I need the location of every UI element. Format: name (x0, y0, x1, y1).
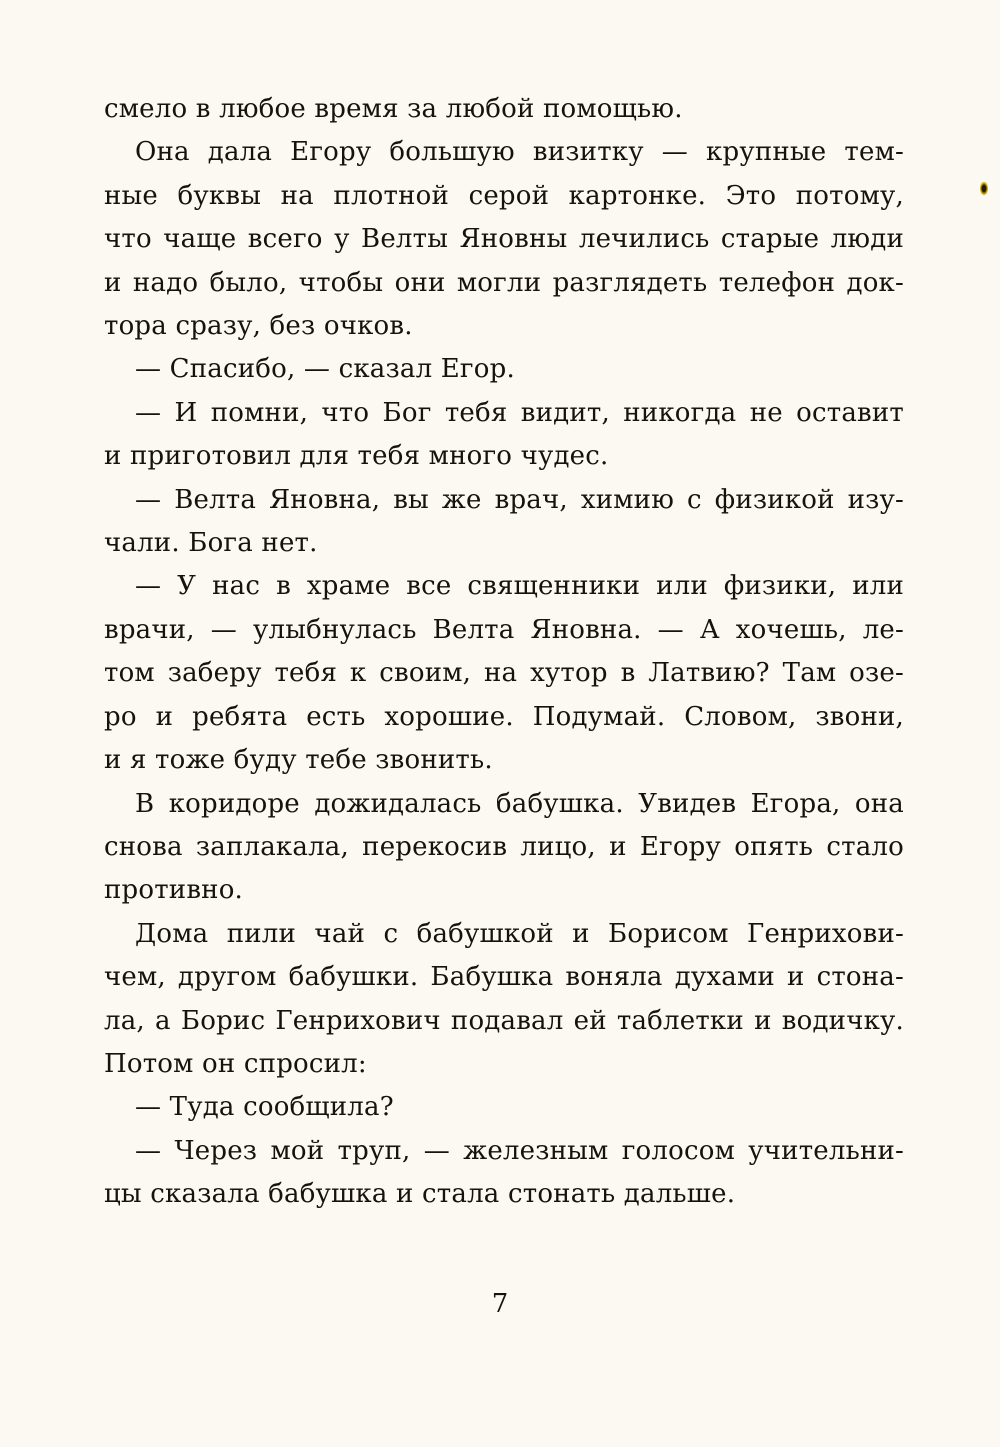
text-line: — Спасибо, — сказал Егор. (135, 354, 515, 385)
text-block (104, 88, 904, 1217)
text-line: Дома пили чай с бабушкой и Борисом Генрихови- (135, 918, 904, 949)
text-line: ные буквы на плотной серой картонке. Это потому, (104, 180, 904, 211)
text-line: чали. Бога нет. (104, 528, 318, 559)
text-line: В коридоре дожидалась бабушка. Увидев Егора, она (135, 788, 904, 819)
text-line: и я тоже буду тебе звонить. (104, 745, 493, 776)
text-line: смело в любое время за любой помощью. (104, 94, 683, 124)
text-line: и надо было, чтобы они могли разглядеть телефон док- (104, 267, 904, 298)
text-line: — Через мой труп, — железным голосом учительни- (135, 1135, 904, 1166)
text-line: снова заплакала, перекосив лицо, и Егору опять стало (104, 831, 904, 862)
text-line: — Велта Яновна, вы же врач, химию с физикой изу- (135, 484, 904, 515)
text-line: и приготовил для тебя много чудес. (104, 441, 609, 472)
text-line: Потом он спросил: (104, 1048, 367, 1079)
scan-artifact-speck (980, 182, 988, 195)
text-line: противно. (104, 875, 244, 906)
text-line: чем, другом бабушки. Бабушка воняла духами и стона- (104, 962, 904, 993)
text-line: цы сказала бабушка и стала стонать дальше. (104, 1179, 736, 1210)
text-line: ро и ребята есть хорошие. Подумай. Словом, звони, (104, 701, 904, 732)
text-line: тора сразу, без очков. (104, 311, 413, 342)
text-line: ла, а Борис Генрихович подавал ей таблетки и водичку. (104, 1005, 904, 1036)
text-line: — И помни, что Бог тебя видит, никогда не оставит (135, 397, 904, 428)
text-line: — У нас в храме все священники или физики, или (135, 571, 904, 602)
text-line: том заберу тебя к своим, на хутор в Латвию? Там озе- (104, 658, 904, 689)
text-line: Она дала Егору большую визитку — крупные тем- (135, 137, 904, 168)
text-line: — Туда сообщила? (135, 1092, 394, 1123)
text-line: что чаще всего у Велты Яновны лечились старые люди (104, 224, 904, 255)
text-line: врачи, — улыбнулась Велта Яновна. — А хочешь, ле- (104, 614, 904, 645)
page-number: 7 (491, 1289, 509, 1319)
